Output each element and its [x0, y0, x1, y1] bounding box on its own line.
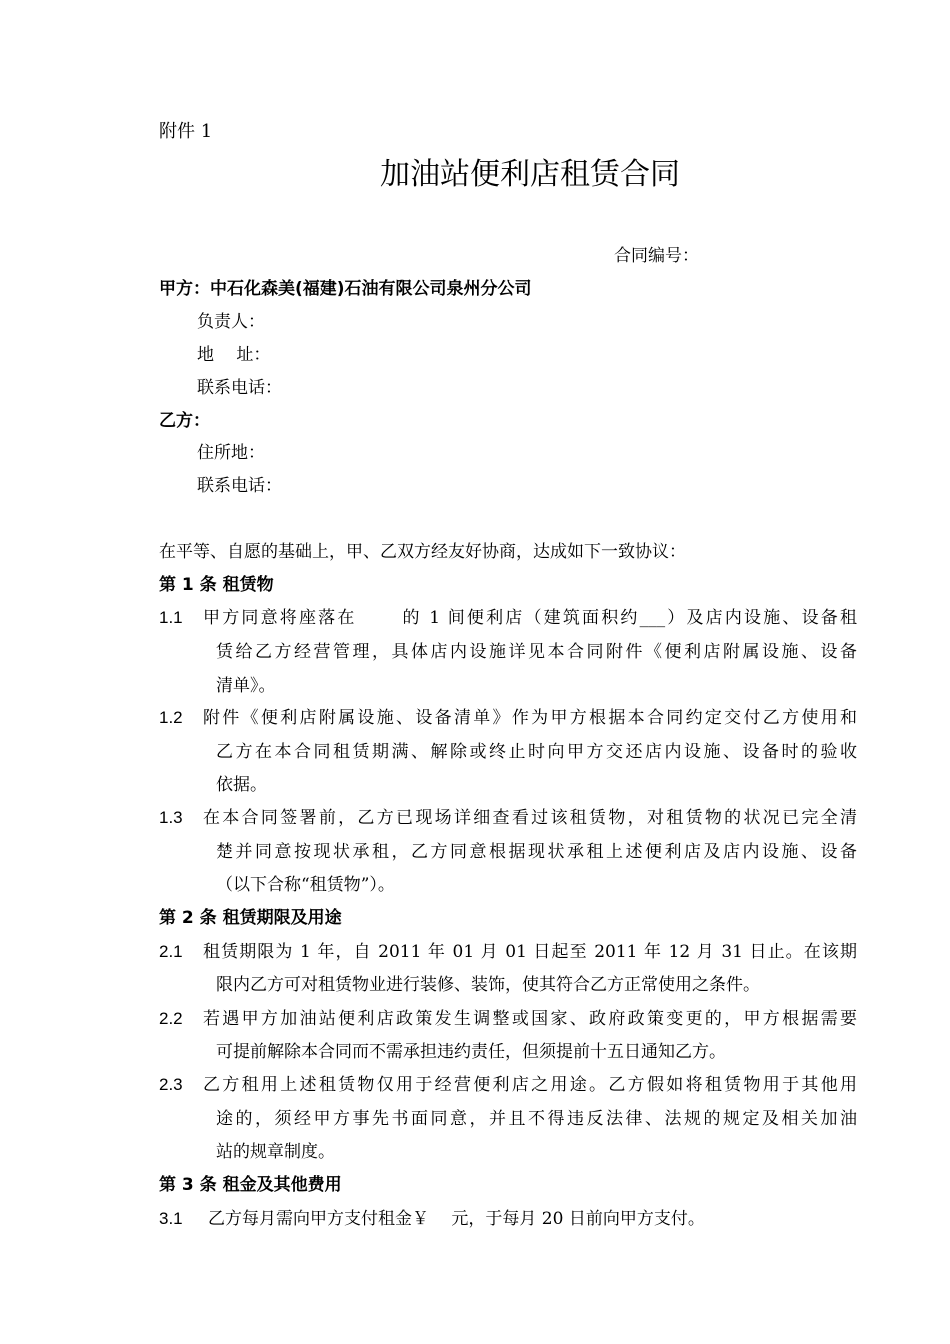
- clause-line: 站的规章制度。: [216, 1142, 335, 1162]
- party-a-representative-label: 负责人：: [197, 312, 265, 332]
- clause-number: 2.1: [159, 942, 183, 961]
- clause-number: 1.1: [159, 608, 183, 627]
- party-b-label: 乙方：: [159, 411, 210, 431]
- clause-line: 楚并同意按现状承租，乙方同意根据现状承租上述便利店及店内设施、设备: [216, 842, 857, 862]
- document-title: 加油站便利店租赁合同: [380, 157, 680, 192]
- clause-line: 依据。: [216, 775, 267, 795]
- party-a-label: 甲方：中石化森美(福建)石油有限公司泉州分公司: [159, 279, 532, 299]
- clause-line: 乙方每月需向甲方支付租金￥ 元，于每月 20 日前向甲方支付。: [208, 1209, 705, 1229]
- clause-line: 途的，须经甲方事先书面同意，并且不得违反法律、法规的规定及相关加油: [216, 1109, 857, 1129]
- clause-line: 乙方在本合同租赁期满、解除或终止时向甲方交还店内设施、设备时的验收: [216, 742, 857, 762]
- clause-line: 若遇甲方加油站便利店政策发生调整或国家、政府政策变更的，甲方根据需要: [203, 1009, 857, 1029]
- clause-number: 1.2: [159, 708, 183, 727]
- party-b-residence-label: 住所地：: [197, 443, 265, 463]
- article-heading: 第 3 条 租金及其他费用: [159, 1175, 342, 1195]
- clause-line: 租赁期限为 1 年，自 2011 年 01 月 01 日起至 2011 年 12 月 31 日止。在该期: [203, 942, 857, 962]
- clause-number: 2.3: [159, 1075, 183, 1094]
- clause-number: 2.2: [159, 1009, 183, 1028]
- attachment-label: 附件 1: [159, 121, 213, 142]
- article-heading: 第 2 条 租赁期限及用途: [159, 908, 342, 928]
- clause-number: 1.3: [159, 808, 183, 827]
- party-a-address-label: 地 址：: [197, 345, 271, 365]
- clause-line: 附件《便利店附属设施、设备清单》作为甲方根据本合同约定交付乙方使用和: [203, 708, 857, 728]
- party-b-phone-label: 联系电话：: [197, 476, 282, 496]
- clause-line: 可提前解除本合同而不需承担违约责任，但须提前十五日通知乙方。: [216, 1042, 726, 1062]
- clause-line: 清单》。: [216, 676, 276, 696]
- clause-line: 在本合同签署前，乙方已现场详细查看过该租赁物，对租赁物的状况已完全清: [203, 808, 857, 828]
- clause-line: 乙方租用上述租赁物仅用于经营便利店之用途。乙方假如将租赁物用于其他用: [203, 1075, 857, 1095]
- clause-line: 甲方同意将座落在 的 1 间便利店（建筑面积约___）及店内设施、设备租: [203, 608, 857, 628]
- preamble: 在平等、自愿的基础上，甲、乙双方经友好协商，达成如下一致协议：: [159, 542, 686, 562]
- clause-number: 3.1: [159, 1209, 183, 1228]
- clause-line: 赁给乙方经营管理，具体店内设施详见本合同附件《便利店附属设施、设备: [216, 642, 857, 662]
- contract-number-label: 合同编号：: [614, 246, 699, 265]
- party-a-phone-label: 联系电话：: [197, 378, 282, 398]
- clause-line: 限内乙方可对租赁物业进行装修、装饰，使其符合乙方正常使用之条件。: [216, 975, 760, 995]
- article-heading: 第 1 条 租赁物: [159, 575, 274, 595]
- clause-line: （以下合称“租赁物”）。: [216, 875, 395, 895]
